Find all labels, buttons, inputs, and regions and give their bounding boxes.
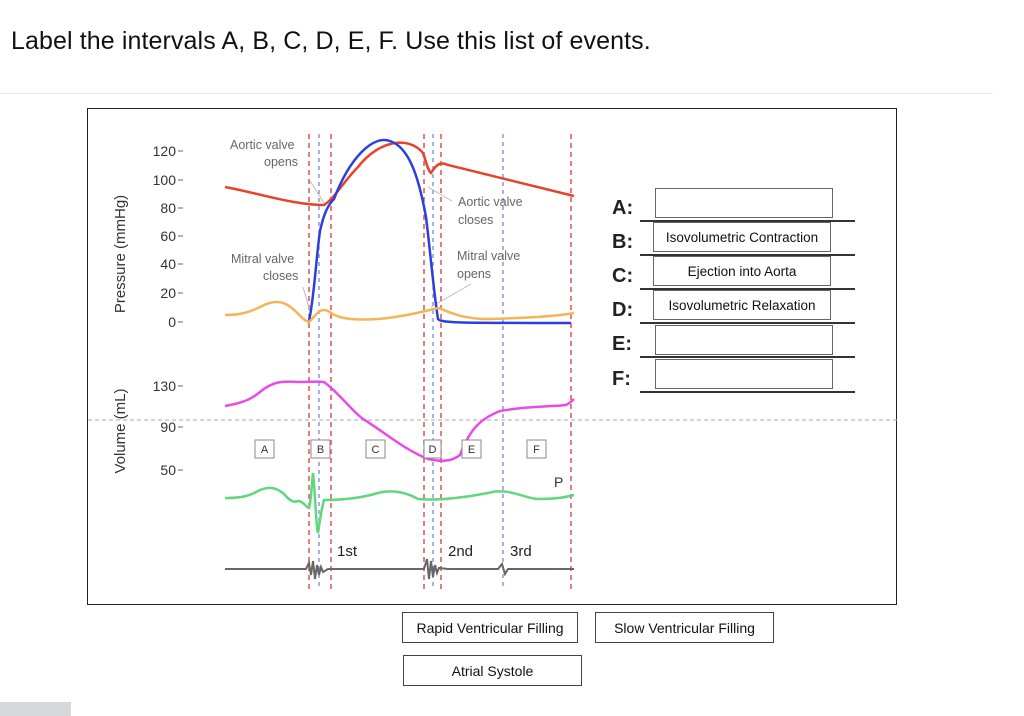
p-tick-100: 100 bbox=[152, 172, 176, 188]
p-tick-0: 0 bbox=[168, 314, 176, 330]
p-tick-40: 40 bbox=[160, 256, 176, 272]
answer-label-c: C: bbox=[612, 265, 634, 287]
p-tick-80: 80 bbox=[160, 200, 176, 216]
pressure-axis-label: Pressure (mmHg) bbox=[112, 194, 129, 314]
answer-drop-a[interactable] bbox=[655, 188, 833, 218]
sound-2nd: 2nd bbox=[448, 543, 474, 560]
volume-axis-label: Volume (mL) bbox=[112, 388, 129, 474]
answer-label-f: F: bbox=[612, 368, 631, 390]
ventricular-volume-curve bbox=[225, 382, 574, 461]
choice-atrial-systole[interactable]: Atrial Systole bbox=[403, 655, 582, 686]
p-tick-20: 20 bbox=[160, 285, 176, 301]
answer-drop-d[interactable]: Isovolumetric Relaxation bbox=[653, 290, 831, 320]
question-text: Label the intervals A, B, C, D, E, F. Use this list of events. bbox=[11, 27, 651, 55]
answer-label-a: A: bbox=[612, 197, 634, 219]
answer-drop-f[interactable] bbox=[655, 359, 833, 389]
p-wave-label: P bbox=[554, 474, 564, 490]
ann-mitral-closes-1: Mitral valve bbox=[231, 252, 295, 266]
answer-label-b: B: bbox=[612, 231, 634, 253]
v-tick-50: 50 bbox=[160, 462, 176, 478]
answer-line-f bbox=[640, 391, 855, 393]
ann-mitral-opens-2: opens bbox=[457, 267, 492, 281]
heart-sounds-curve bbox=[225, 559, 574, 579]
interval-letter-b: B bbox=[316, 444, 325, 456]
ann-aortic-closes-1: Aortic valve bbox=[458, 195, 523, 209]
ventricular-pressure-curve bbox=[309, 140, 571, 323]
answer-label-e: E: bbox=[612, 333, 632, 355]
ann-mitral-closes-2: closes bbox=[263, 269, 299, 283]
ecg-curve bbox=[225, 473, 574, 533]
p-tick-120: 120 bbox=[152, 143, 176, 159]
ann-aortic-closes-2: closes bbox=[458, 213, 494, 227]
atrial-pressure-curve bbox=[225, 302, 574, 322]
v-tick-130: 130 bbox=[152, 378, 176, 394]
answer-drop-c[interactable]: Ejection into Aorta bbox=[653, 256, 831, 286]
interval-letter-e: E bbox=[467, 444, 476, 456]
ann-aortic-opens-1: Aortic valve bbox=[230, 138, 295, 152]
ann-mitral-opens-1: Mitral valve bbox=[457, 249, 521, 263]
interval-letter-f: F bbox=[533, 444, 540, 456]
ann-aortic-opens-2: opens bbox=[264, 155, 299, 169]
answer-drop-b[interactable]: Isovolumetric Contraction bbox=[653, 222, 831, 252]
sound-3rd: 3rd bbox=[510, 543, 532, 560]
corner-element bbox=[0, 702, 71, 716]
choice-rapid-ventricular-filling[interactable]: Rapid Ventricular Filling bbox=[402, 612, 578, 643]
divider bbox=[0, 93, 993, 94]
sound-1st: 1st bbox=[337, 543, 358, 560]
interval-letter-a: A bbox=[260, 444, 269, 456]
interval-letter-c: C bbox=[371, 444, 380, 456]
p-tick-60: 60 bbox=[160, 228, 176, 244]
answer-line-d bbox=[640, 322, 855, 324]
answer-line-e bbox=[640, 356, 855, 358]
choice-slow-ventricular-filling[interactable]: Slow Ventricular Filling bbox=[595, 612, 774, 643]
v-tick-90: 90 bbox=[160, 419, 176, 435]
answer-label-d: D: bbox=[612, 299, 634, 321]
interval-letter-d: D bbox=[428, 444, 437, 456]
answer-drop-e[interactable] bbox=[655, 325, 833, 355]
